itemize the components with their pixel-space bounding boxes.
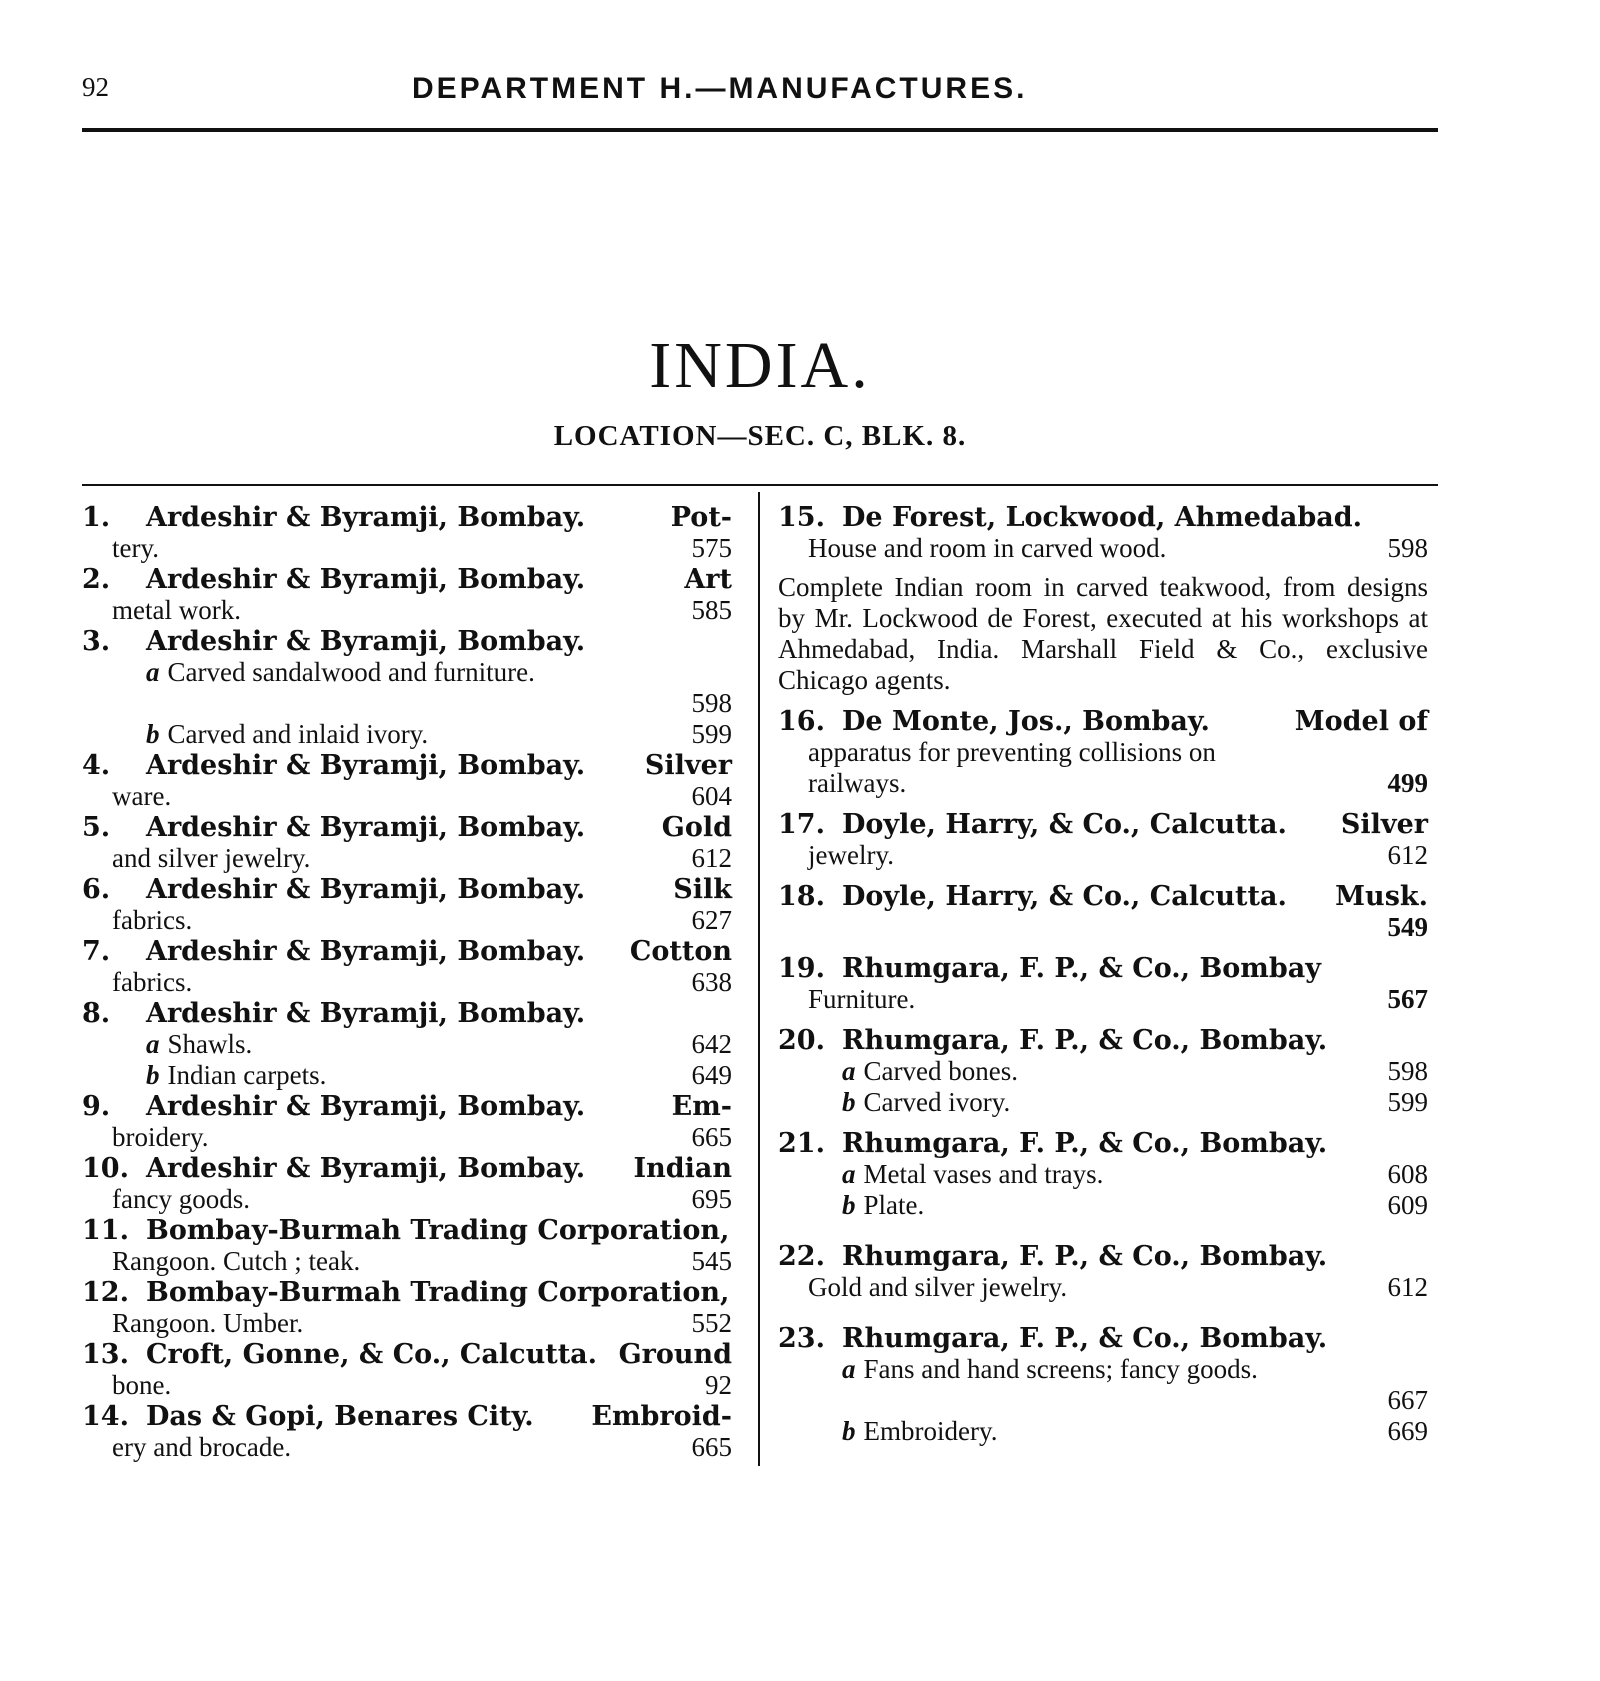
group-number: 612 (1387, 1272, 1428, 1302)
exhibit-note: Complete Indian room in carved teakwood, from designs by Mr. Lockwood de Forest, executed at his workshops at Ahmedabad, India. Marshall Field & Co., exclusive Chicago agents. (778, 572, 1428, 695)
sub-item-letter: b (146, 1060, 160, 1090)
group-number: 612 (1387, 840, 1428, 870)
group-number: 599 (1387, 1087, 1428, 1117)
group-number: 627 (691, 905, 732, 935)
exhibit-entry-21 (778, 1128, 1428, 1221)
exhibit-entry-16 (778, 706, 1428, 799)
group-number: 598 (691, 688, 732, 718)
group-number: 608 (1387, 1159, 1428, 1189)
entry-text: Furniture. (808, 984, 916, 1014)
entry-text: fabrics. (112, 905, 193, 935)
group-number: 552 (691, 1308, 732, 1338)
exhibit-entry-11 (82, 1215, 732, 1277)
group-number: 545 (691, 1246, 732, 1276)
exhibitor-name: Ardeshir & Byramji, Bombay. (146, 874, 586, 905)
entry-text: Gold (661, 812, 732, 843)
entry-number: 7. (82, 936, 111, 967)
entry-text: Rangoon. Umber. (112, 1308, 304, 1338)
group-number: 665 (691, 1432, 732, 1462)
group-number: 667 (1387, 1385, 1428, 1415)
entry-text: Rangoon. Cutch ; teak. (112, 1246, 361, 1276)
entry-text: Silk (673, 874, 732, 905)
exhibitor-name: Ardeshir & Byramji, Bombay. (146, 564, 586, 595)
entry-number: 16. (778, 706, 825, 737)
exhibit-entry-19 (778, 953, 1428, 1015)
exhibitor-name: Ardeshir & Byramji, Bombay. (146, 502, 586, 533)
entry-text: Model of (1294, 706, 1428, 737)
entry-text: Silver (1340, 809, 1428, 840)
right-column (778, 502, 1428, 1447)
group-number: 599 (691, 719, 732, 749)
sub-item-text: Embroidery. (863, 1416, 998, 1446)
sub-item-text: Indian carpets. (167, 1060, 327, 1090)
exhibit-entry-13 (82, 1339, 732, 1401)
exhibitor-name: Ardeshir & Byramji, Bombay. (146, 936, 586, 967)
entry-number: 13. (82, 1339, 129, 1370)
exhibitor-name: Rhumgara, F. P., & Co., Bombay (842, 953, 1321, 984)
entry-number: 17. (778, 809, 825, 840)
entry-number: 3. (82, 626, 111, 657)
sub-item-text: Metal vases and trays. (863, 1159, 1104, 1189)
exhibitor-name: Rhumgara, F. P., & Co., Bombay. (842, 1025, 1328, 1056)
sub-item-letter: a (146, 657, 160, 687)
group-number: 575 (691, 533, 732, 563)
exhibit-entry-3 (82, 626, 732, 750)
entry-text: and silver jewelry. (112, 843, 311, 873)
entry-text: bone. (112, 1370, 172, 1400)
entry-number: 18. (778, 881, 825, 912)
sub-item-text: Carved sandalwood and furniture. (167, 657, 535, 687)
exhibitor-name: De Forest, Lockwood, Ahmedabad. (842, 502, 1363, 533)
entry-text: ware. (112, 781, 172, 811)
exhibitor-name: Ardeshir & Byramji, Bombay. (146, 750, 586, 781)
exhibit-entry-18 (778, 881, 1428, 943)
group-number: 604 (691, 781, 732, 811)
exhibitor-name: Das & Gopi, Benares City. (146, 1401, 534, 1432)
sub-item-letter: b (842, 1087, 856, 1117)
exhibitor-name: Ardeshir & Byramji, Bombay. (146, 812, 586, 843)
entry-number: 20. (778, 1025, 825, 1056)
running-head: DEPARTMENT H.—MANUFACTURES. (412, 72, 1028, 105)
entry-text: Indian (633, 1153, 732, 1184)
exhibit-entry-23 (778, 1323, 1428, 1447)
group-number: 669 (1387, 1416, 1428, 1446)
group-number: 549 (1387, 912, 1428, 942)
section-title: INDIA. (649, 329, 871, 402)
entry-text: Em- (671, 1091, 732, 1122)
entry-text: apparatus for preventing collisions on (808, 737, 1216, 767)
entry-text: metal work. (112, 595, 241, 625)
entry-text: fabrics. (112, 967, 193, 997)
entry-text: Ground (618, 1339, 732, 1370)
exhibit-entry-1 (82, 502, 732, 564)
group-number: 92 (705, 1370, 732, 1400)
exhibitor-name: Ardeshir & Byramji, Bombay. (146, 626, 586, 657)
entry-number: 9. (82, 1091, 111, 1122)
exhibit-entry-4 (82, 750, 732, 812)
group-number: 499 (1387, 768, 1428, 798)
exhibitor-name: Bombay-Burmah Trading Corporation, (146, 1277, 730, 1308)
group-number: 695 (691, 1184, 732, 1214)
entry-text: House and room in carved wood. (808, 533, 1167, 563)
sub-item-text: Carved ivory. (863, 1087, 1011, 1117)
entry-text: tery. (112, 533, 159, 563)
entry-text: railways. (808, 768, 907, 798)
sub-item-text: Fans and hand screens; fancy goods. (863, 1354, 1258, 1384)
header-rule (82, 128, 1438, 132)
exhibitor-name: Rhumgara, F. P., & Co., Bombay. (842, 1241, 1328, 1272)
group-number: 612 (691, 843, 732, 873)
exhibitor-name: Ardeshir & Byramji, Bombay. (146, 1153, 586, 1184)
exhibit-entry-22 (778, 1241, 1428, 1303)
page-number: 92 (82, 72, 109, 102)
entry-text: jewelry. (808, 840, 894, 870)
group-number: 649 (691, 1060, 732, 1090)
exhibit-entry-8 (82, 998, 732, 1091)
sub-item-letter: b (842, 1416, 856, 1446)
group-number: 638 (691, 967, 732, 997)
entry-number: 11. (82, 1215, 129, 1246)
sub-item-letter: b (842, 1190, 856, 1220)
entry-text: broidery. (112, 1122, 209, 1152)
group-number: 598 (1387, 1056, 1428, 1086)
exhibitor-name: Ardeshir & Byramji, Bombay. (146, 1091, 586, 1122)
exhibit-entry-15 (778, 502, 1428, 696)
entry-text: Embroid- (591, 1401, 732, 1432)
exhibit-entry-6 (82, 874, 732, 936)
sub-item-letter: a (842, 1056, 856, 1086)
exhibit-entry-2 (82, 564, 732, 626)
exhibit-entry-14 (82, 1401, 732, 1463)
exhibit-entry-17 (778, 809, 1428, 871)
column-divider (758, 492, 760, 1466)
group-number: 585 (691, 595, 732, 625)
section-location: LOCATION—SEC. C, BLK. 8. (553, 420, 967, 452)
exhibitor-name: Bombay-Burmah Trading Corporation, (146, 1215, 730, 1246)
entry-number: 2. (82, 564, 111, 595)
entry-number: 22. (778, 1241, 825, 1272)
exhibitor-name: Rhumgara, F. P., & Co., Bombay. (842, 1128, 1328, 1159)
group-number: 598 (1387, 533, 1428, 563)
page-header (82, 72, 1438, 112)
sub-item-text: Shawls. (167, 1029, 253, 1059)
left-column (82, 502, 732, 1463)
exhibit-entry-5 (82, 812, 732, 874)
entry-number: 21. (778, 1128, 825, 1159)
group-number: 642 (691, 1029, 732, 1059)
entry-number: 12. (82, 1277, 129, 1308)
entry-number: 8. (82, 998, 111, 1029)
entry-text: Musk. (1335, 881, 1428, 912)
entry-text: Cotton (629, 936, 732, 967)
sub-item-text: Carved and inlaid ivory. (167, 719, 429, 749)
exhibit-entry-7 (82, 936, 732, 998)
entry-number: 23. (778, 1323, 825, 1354)
entry-number: 6. (82, 874, 111, 905)
entry-number: 15. (778, 502, 825, 533)
entry-text: Art (684, 564, 732, 595)
entry-text: ery and brocade. (112, 1432, 292, 1462)
sub-item-text: Plate. (863, 1190, 925, 1220)
group-number: 665 (691, 1122, 732, 1152)
entry-number: 4. (82, 750, 111, 781)
section-rule (82, 484, 1438, 486)
exhibitor-name: Croft, Gonne, & Co., Calcutta. (146, 1339, 598, 1370)
exhibitor-name: Rhumgara, F. P., & Co., Bombay. (842, 1323, 1328, 1354)
entry-number: 5. (82, 812, 111, 843)
exhibit-entry-12 (82, 1277, 732, 1339)
exhibit-entry-9 (82, 1091, 732, 1153)
sub-item-letter: a (146, 1029, 160, 1059)
exhibitor-name: De Monte, Jos., Bombay. (842, 706, 1210, 737)
exhibit-entry-10 (82, 1153, 732, 1215)
entry-text: fancy goods. (112, 1184, 250, 1214)
exhibitor-name: Doyle, Harry, & Co., Calcutta. (842, 881, 1287, 912)
entry-text: Pot- (670, 502, 732, 533)
entry-number: 1. (82, 502, 111, 533)
entry-number: 14. (82, 1401, 129, 1432)
exhibitor-name: Doyle, Harry, & Co., Calcutta. (842, 809, 1287, 840)
exhibitor-name: Ardeshir & Byramji, Bombay. (146, 998, 586, 1029)
sub-item-letter: a (842, 1159, 856, 1189)
entry-number: 10. (82, 1153, 129, 1184)
group-number: 567 (1387, 984, 1428, 1014)
exhibit-entry-20 (778, 1025, 1428, 1118)
entry-text: Silver (644, 750, 732, 781)
sub-item-letter: b (146, 719, 160, 749)
group-number: 609 (1387, 1190, 1428, 1220)
sub-item-letter: a (842, 1354, 856, 1384)
entry-number: 19. (778, 953, 825, 984)
entry-text: Gold and silver jewelry. (808, 1272, 1068, 1302)
sub-item-text: Carved bones. (863, 1056, 1018, 1086)
